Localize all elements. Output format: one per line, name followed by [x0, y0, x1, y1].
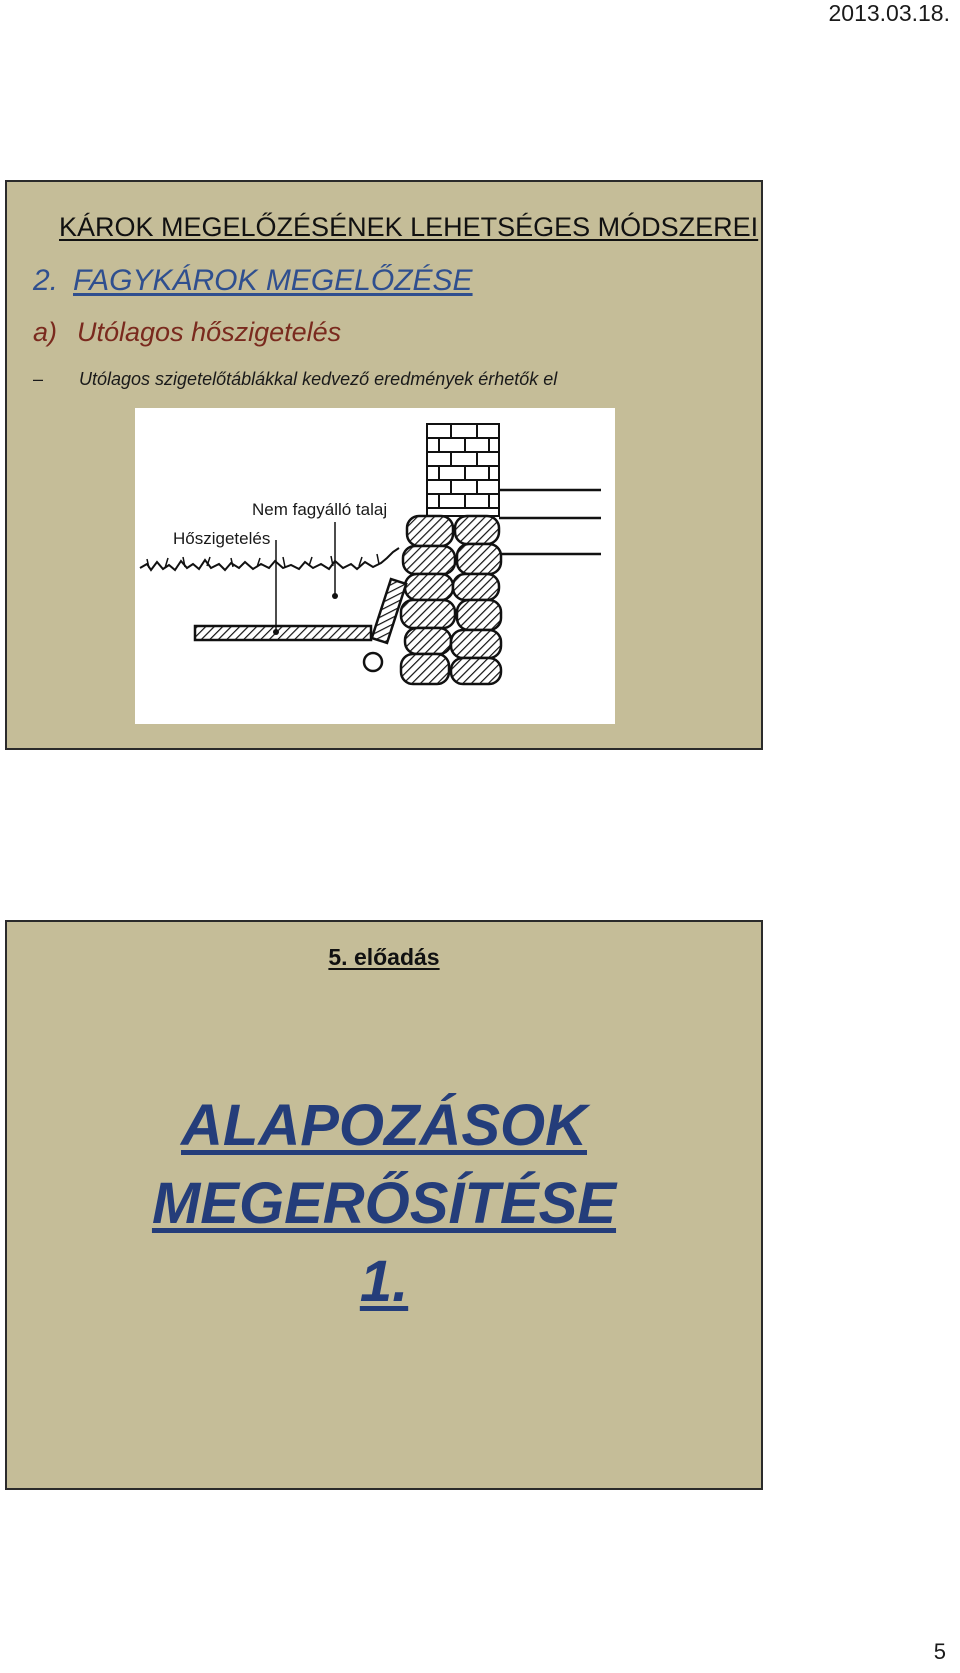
horizontal-insulation — [195, 626, 371, 640]
slide-main-title — [7, 1087, 761, 1321]
insulation-label: Hőszigetelés — [173, 529, 271, 548]
floor-slab — [499, 490, 601, 554]
bullet-text: Utólagos szigetelőtáblákkal kedvező eredmények érhetők el — [79, 369, 558, 389]
section-number: 2. — [33, 264, 59, 297]
title-line: MEGERŐSÍTÉSE — [151, 1171, 617, 1236]
soil-label: Nem fagyálló talaj — [252, 500, 388, 519]
slide-title: KÁROK MEGELŐZÉSÉNEK LEHETSÉGES MÓDSZEREI — [59, 212, 759, 242]
bullet-item — [33, 369, 557, 390]
slide-2 — [5, 920, 763, 1490]
foundation-diagram — [135, 408, 615, 724]
title-line: ALAPOZÁSOK — [181, 1093, 587, 1158]
subsection-heading-text: Utólagos hőszigetelés — [77, 317, 342, 347]
subsection-marker: a) — [33, 317, 58, 347]
brick-wall — [427, 424, 499, 516]
drain-pipe — [364, 653, 382, 671]
bullet-marker: – — [33, 369, 44, 389]
subsection-heading — [33, 317, 341, 348]
title-line: 1. — [359, 1249, 409, 1314]
page-date: 2013.03.18. — [828, 0, 950, 26]
lecture-label: 5. előadás — [328, 944, 440, 970]
slide-1 — [5, 180, 763, 750]
page-number: 5 — [933, 1639, 946, 1664]
stone-foundation — [401, 516, 501, 684]
section-heading-text: FAGYKÁROK MEGELŐZÉSE — [73, 264, 473, 297]
section-heading — [33, 264, 473, 298]
ground-line — [140, 548, 399, 570]
foundation-insulation-figure — [135, 408, 615, 724]
